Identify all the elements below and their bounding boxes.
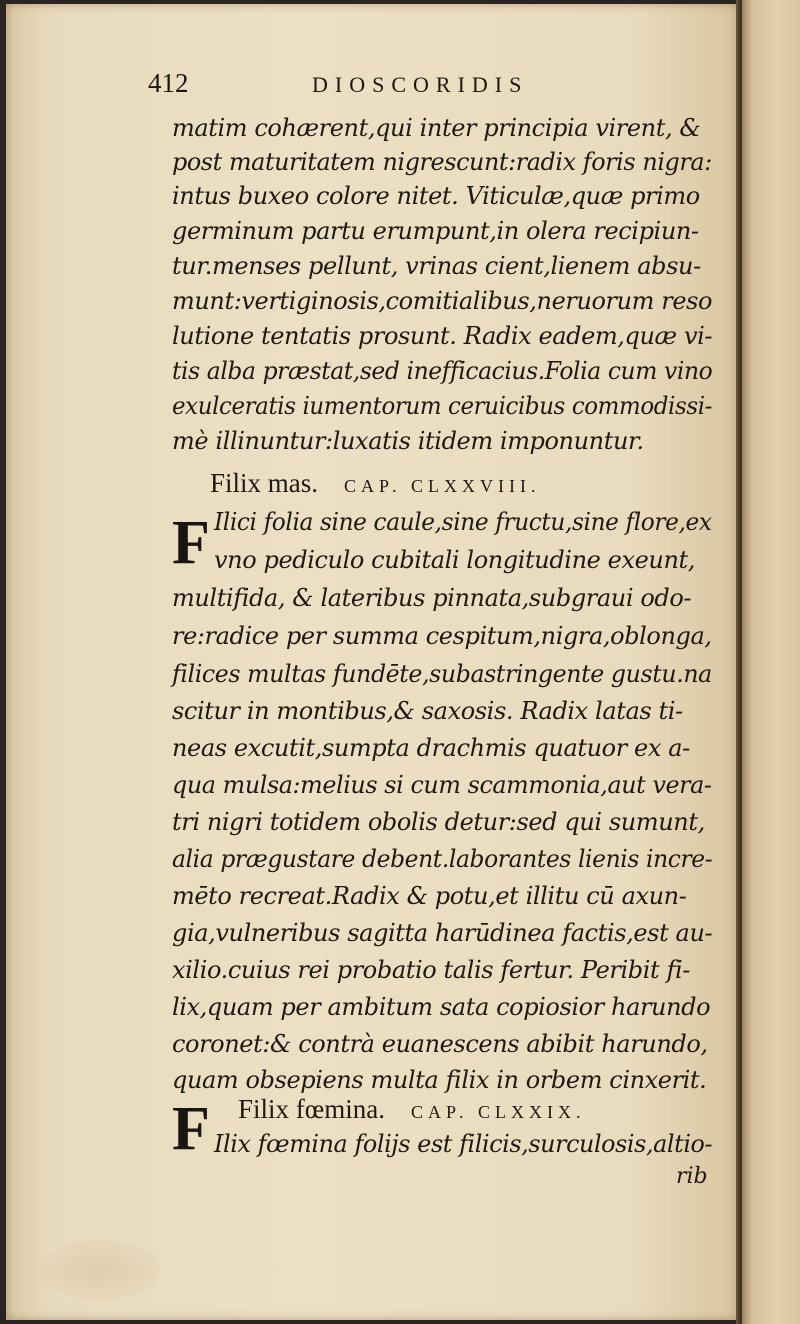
text-line: filices multas fundēte,subastringente gustu.na: [172, 660, 712, 688]
running-title: DIOSCORIDIS: [312, 72, 529, 97]
paper-stain: [40, 1240, 160, 1300]
text-line: tri nigri totidem obolis detur:sed qui sumunt,: [172, 808, 705, 836]
chapter-title: Filix fœmina.: [238, 1094, 385, 1124]
text-line: post maturitatem nigrescunt:radix foris nigra:: [172, 148, 712, 176]
text-line: lix,quam per ambitum sata copiosior harundo: [172, 993, 711, 1021]
page-number: 412: [148, 68, 189, 98]
text-line: matim cohærent,qui inter principia virent, &: [172, 114, 701, 142]
text-line: mēto recreat.Radix & potu,et illitu cū axun-: [172, 882, 687, 910]
drop-cap: F: [172, 509, 210, 577]
text-line: neas excutit,sumpta drachmis quatuor ex a-: [172, 734, 690, 762]
chapter-title: Filix mas.: [210, 468, 319, 498]
text-line: quam obsepiens multa filix in orbem cinxerit.: [172, 1066, 707, 1094]
text-line: Ilici folia sine caule,sine fructu,sine flore,ex: [214, 508, 712, 536]
chapter-heading: [238, 1094, 586, 1125]
text-line: gia,vulneribus sagitta harūdinea factis,est au-: [172, 919, 713, 947]
text-line: germinum partu erumpunt,in olera recipiun-: [172, 217, 699, 245]
text-line: munt:vertiginosis,comitialibus,neruorum reso: [172, 287, 713, 315]
text-line: lutione tentatis prosunt. Radix eadem,quæ vi-: [172, 322, 713, 350]
chapter-number: CAP. CLXXIX.: [411, 1102, 586, 1122]
text-line: vno pediculo cubitali longitudine exeunt,: [214, 546, 696, 574]
text-line: scitur in montibus,& saxosis. Radix latas ti-: [172, 697, 683, 725]
text-line: tur.menses pellunt, vrinas cient,lienem absu-: [172, 252, 701, 280]
text-line: tis alba præstat,sed inefficacius.Folia cum vino: [172, 357, 713, 385]
chapter-number: CAP. CLXXVIII.: [344, 476, 541, 496]
text-line: multifida, & lateribus pinnata,subgraui odo-: [172, 584, 692, 612]
text-line: mè illinuntur:luxatis itidem imponuntur.: [172, 427, 644, 455]
text-line: exulceratis iumentorum ceruicibus commodissi-: [172, 392, 713, 420]
text-line: alia prægustare debent.laborantes lienis incre-: [172, 845, 713, 873]
chapter-heading: [210, 468, 541, 499]
text-line: intus buxeo colore nitet. Viticulæ,quæ primo: [172, 182, 700, 210]
catchword: rib: [676, 1164, 708, 1189]
text-line: xilio.cuius rei probatio talis fertur. Peribit fi-: [172, 956, 690, 984]
text-line: Ilix fœmina folijs est filicis,surculosis,altio-: [214, 1130, 713, 1158]
text-line: qua mulsa:melius si cum scammonia,aut vera-: [172, 771, 712, 799]
text-line: re:radice per summa cespitum,nigra,oblonga,: [172, 622, 712, 650]
facing-page-edge: [742, 0, 800, 1324]
page-header: [148, 68, 618, 108]
text-line: coronet:& contrà euanescens abibit harundo,: [172, 1030, 708, 1058]
drop-cap: F: [172, 1095, 210, 1163]
